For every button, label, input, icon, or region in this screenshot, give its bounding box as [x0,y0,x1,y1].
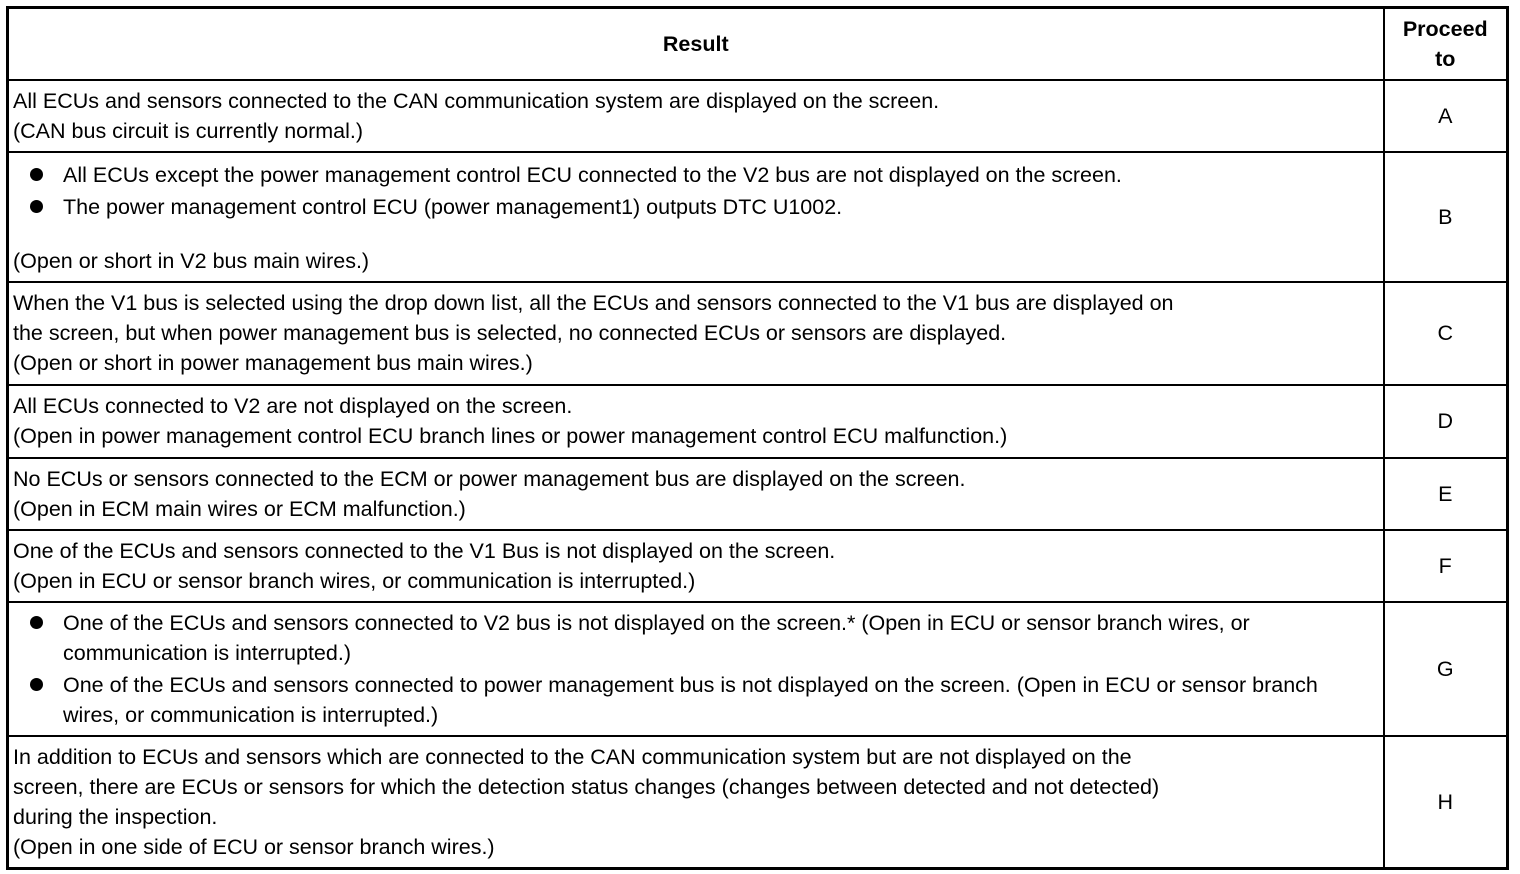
result-cell [8,80,1384,152]
bullet-item: One of the ECUs and sensors connected to power management bus is not displayed on the screen. (Open in ECU or sensor branch wires, or communication is interrupted.) [13,670,1379,730]
proceed-cell: G [1384,602,1508,736]
result-cell [8,458,1384,530]
result-note: (Open in one side of ECU or sensor branch wires.) [13,834,495,859]
result-table [6,6,1509,870]
table-row [8,602,1508,736]
table-row [8,152,1508,282]
proceed-cell: H [1384,736,1508,869]
bullet-item: All ECUs except the power management control ECU connected to the V2 bus are not displayed on the screen. [13,160,1379,190]
result-cell [8,736,1384,869]
result-text: No ECUs or sensors connected to the ECM or power management bus are displayed on the screen. [13,466,966,491]
result-text: When the V1 bus is selected using the drop down list, all the ECUs and sensors connected to the V1 bus are displayed on [13,291,1174,315]
bullet-icon [30,168,43,181]
result-note: (Open in ECU or sensor branch wires, or communication is interrupted.) [13,568,696,593]
table-row [8,530,1508,602]
result-cell [8,602,1384,736]
result-cell [8,385,1384,458]
result-note: (Open in power management control ECU branch lines or power management control ECU malfunction.) [13,424,1008,448]
table-row [8,80,1508,152]
bullet-list [13,160,1379,222]
bullet-item: One of the ECUs and sensors connected to V2 bus is not displayed on the screen.* (Open in ECU or sensor branch wires, or communication is interrupted.) [13,608,1379,668]
bullet-list [13,608,1379,730]
result-cell [8,152,1384,282]
result-note: (CAN bus circuit is currently normal.) [13,118,364,143]
result-text: All ECUs connected to V2 are not displayed on the screen. [13,394,573,418]
proceed-cell: E [1384,458,1508,530]
proceed-cell: A [1384,80,1508,152]
table-row [8,385,1508,458]
result-cell [8,530,1384,602]
result-text: the screen, but when power management bus is selected, no connected ECUs or sensors are displayed. [13,321,1007,345]
result-text: during the inspection. [13,804,218,829]
result-text: All ECUs and sensors connected to the CAN communication system are displayed on the screen. [13,88,940,113]
proceed-cell: B [1384,152,1508,282]
result-text: screen, there are ECUs or sensors for which the detection status changes (changes between detected and not detected) [13,774,1160,799]
table-header-row [8,8,1508,80]
proceed-cell: D [1384,385,1508,458]
result-text: In addition to ECUs and sensors which are connected to the CAN communication system but are not displayed on the [13,744,1132,769]
result-header: Result [8,8,1384,80]
bullet-icon [30,200,43,213]
proceed-header-line1: Proceed [1402,16,1488,41]
result-text: One of the ECUs and sensors connected to the V1 Bus is not displayed on the screen. [13,538,836,563]
result-note: (Open or short in V2 bus main wires.) [13,248,370,273]
result-note: (Open or short in power management bus main wires.) [13,351,533,375]
table-row [8,458,1508,530]
result-cell [8,282,1384,385]
bullet-item: The power management control ECU (power management1) outputs DTC U1002. [13,192,1379,222]
table-row [8,282,1508,385]
bullet-icon [30,616,43,629]
bullet-icon [30,678,43,691]
table-row [8,736,1508,869]
proceed-header-line2: to [1435,46,1456,71]
proceed-cell: C [1384,282,1508,385]
proceed-header [1384,8,1508,80]
proceed-cell: F [1384,530,1508,602]
result-note: (Open in ECM main wires or ECM malfunction.) [13,496,466,521]
